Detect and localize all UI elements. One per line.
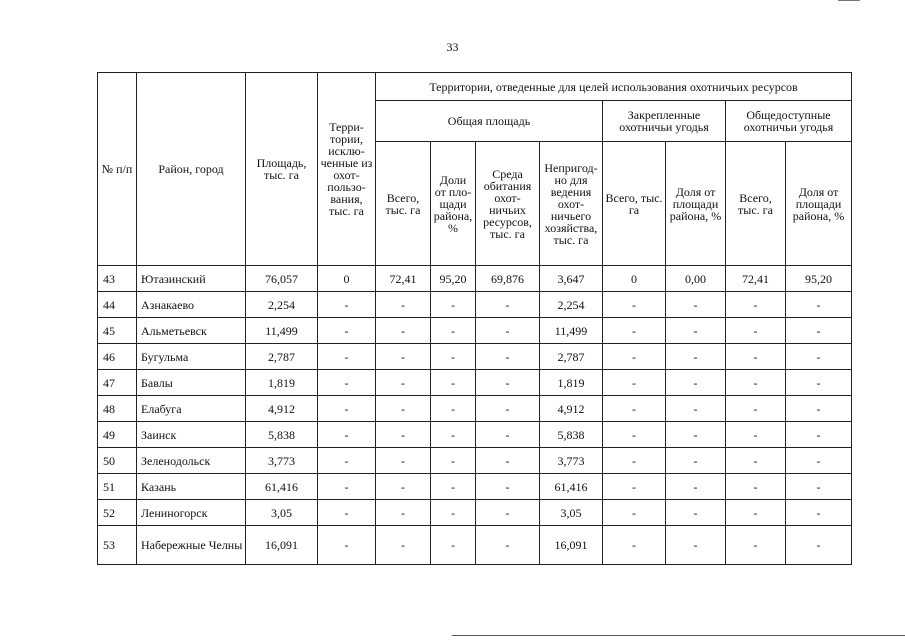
cell-excluded: - — [318, 526, 376, 565]
cell-unsuitable: 4,912 — [540, 396, 603, 422]
cell-habitat: - — [476, 370, 540, 396]
cell-fixed-share: - — [666, 318, 726, 344]
table-body — [98, 266, 852, 565]
cell-total: - — [376, 318, 431, 344]
table-row — [98, 526, 852, 565]
page-number: 33 — [446, 40, 459, 54]
cell-total: - — [376, 292, 431, 318]
cell-excluded: - — [318, 292, 376, 318]
cell-area: 3,05 — [246, 500, 318, 526]
cell-excluded: - — [318, 500, 376, 526]
cell-public-total: - — [726, 370, 786, 396]
cell-num: 45 — [98, 318, 137, 344]
cell-share: - — [431, 500, 476, 526]
cell-habitat: - — [476, 474, 540, 500]
cell-share: - — [431, 474, 476, 500]
cell-area: 5,838 — [246, 422, 318, 448]
header-fixed-total: Всего, тыс. га — [603, 142, 666, 266]
cell-habitat: - — [476, 422, 540, 448]
cell-public-total: - — [726, 526, 786, 565]
header-total: Всего, тыс. га — [376, 142, 431, 266]
cell-fixed-share: - — [666, 500, 726, 526]
cell-fixed-total: - — [603, 370, 666, 396]
cell-excluded: - — [318, 396, 376, 422]
cell-public-share: - — [786, 500, 852, 526]
header-unsuitable: Непригод-но для ведения охот-ничьего хозяйства, тыс. га — [540, 142, 603, 266]
header-district: Район, город — [137, 73, 246, 266]
cell-total: - — [376, 474, 431, 500]
cell-fixed-share: - — [666, 370, 726, 396]
header-assigned-group: Территории, отведенные для целей использования охотничьих ресурсов — [376, 73, 852, 101]
cell-num: 43 — [98, 266, 137, 292]
cell-fixed-total: - — [603, 396, 666, 422]
cell-habitat: - — [476, 292, 540, 318]
cell-public-share: - — [786, 422, 852, 448]
cell-fixed-share: - — [666, 396, 726, 422]
cell-area: 16,091 — [246, 526, 318, 565]
cell-district: Елабуга — [137, 396, 246, 422]
cell-unsuitable: 3,647 — [540, 266, 603, 292]
cell-district: Набережные Челны — [137, 526, 246, 565]
cell-num: 46 — [98, 344, 137, 370]
cell-district: Альметьевск — [137, 318, 246, 344]
cell-public-total: 72,41 — [726, 266, 786, 292]
cell-fixed-total: - — [603, 500, 666, 526]
cell-area: 11,499 — [246, 318, 318, 344]
cell-num: 49 — [98, 422, 137, 448]
cell-public-share: - — [786, 292, 852, 318]
cell-public-share: - — [786, 448, 852, 474]
cell-excluded: - — [318, 448, 376, 474]
header-total-area-group: Общая площадь — [376, 101, 603, 142]
cell-share: - — [431, 448, 476, 474]
cell-public-share: - — [786, 396, 852, 422]
cell-public-share: - — [786, 474, 852, 500]
cell-excluded: - — [318, 370, 376, 396]
cell-area: 4,912 — [246, 396, 318, 422]
header-public-total: Всего, тыс. га — [726, 142, 786, 266]
table-row — [98, 396, 852, 422]
header-share: Доли от пло-щади района, % — [431, 142, 476, 266]
cell-num: 44 — [98, 292, 137, 318]
cell-fixed-share: - — [666, 344, 726, 370]
cell-public-total: - — [726, 448, 786, 474]
cell-fixed-total: - — [603, 318, 666, 344]
corner-mark — [838, 0, 860, 1]
cell-share: - — [431, 318, 476, 344]
cell-public-share: - — [786, 318, 852, 344]
cell-area: 1,819 — [246, 370, 318, 396]
cell-share: - — [431, 526, 476, 565]
cell-total: 72,41 — [376, 266, 431, 292]
cell-num: 48 — [98, 396, 137, 422]
cell-share: - — [431, 396, 476, 422]
cell-fixed-share: - — [666, 422, 726, 448]
cell-unsuitable: 16,091 — [540, 526, 603, 565]
cell-unsuitable: 1,819 — [540, 370, 603, 396]
cell-num: 51 — [98, 474, 137, 500]
cell-fixed-total: 0 — [603, 266, 666, 292]
cell-habitat: - — [476, 500, 540, 526]
bottom-rule — [452, 635, 905, 636]
cell-share: 95,20 — [431, 266, 476, 292]
cell-habitat: - — [476, 318, 540, 344]
header-habitat: Среда обитания охот-ничьих ресурсов, тыс. га — [476, 142, 540, 266]
cell-excluded: - — [318, 318, 376, 344]
cell-fixed-total: - — [603, 448, 666, 474]
header-fixed-share: Доля от площади района, % — [666, 142, 726, 266]
cell-area: 2,254 — [246, 292, 318, 318]
cell-public-total: - — [726, 318, 786, 344]
cell-public-share: - — [786, 370, 852, 396]
cell-district: Зеленодольск — [137, 448, 246, 474]
cell-num: 50 — [98, 448, 137, 474]
table-row — [98, 422, 852, 448]
cell-public-total: - — [726, 396, 786, 422]
cell-area: 3,773 — [246, 448, 318, 474]
cell-excluded: - — [318, 344, 376, 370]
cell-public-total: - — [726, 474, 786, 500]
cell-total: - — [376, 500, 431, 526]
cell-habitat: - — [476, 448, 540, 474]
table-row — [98, 292, 852, 318]
cell-share: - — [431, 344, 476, 370]
cell-district: Азнакаево — [137, 292, 246, 318]
header-num: № п/п — [98, 73, 137, 266]
cell-district: Заинск — [137, 422, 246, 448]
cell-unsuitable: 5,838 — [540, 422, 603, 448]
header-public-group: Общедоступные охотничьи угодья — [726, 101, 852, 142]
cell-unsuitable: 2,254 — [540, 292, 603, 318]
cell-public-share: - — [786, 526, 852, 565]
cell-total: - — [376, 396, 431, 422]
header-fixed-group: Закрепленные охотничьи угодья — [603, 101, 726, 142]
cell-total: - — [376, 448, 431, 474]
cell-public-share: 95,20 — [786, 266, 852, 292]
cell-unsuitable: 11,499 — [540, 318, 603, 344]
cell-share: - — [431, 292, 476, 318]
table-header — [98, 73, 852, 266]
cell-fixed-share: - — [666, 448, 726, 474]
cell-area: 76,057 — [246, 266, 318, 292]
cell-fixed-share: - — [666, 474, 726, 500]
cell-unsuitable: 2,787 — [540, 344, 603, 370]
table-row — [98, 500, 852, 526]
cell-unsuitable: 61,416 — [540, 474, 603, 500]
table-row — [98, 448, 852, 474]
hunting-lands-table — [97, 72, 852, 565]
cell-total: - — [376, 422, 431, 448]
cell-total: - — [376, 344, 431, 370]
cell-excluded: 0 — [318, 266, 376, 292]
cell-unsuitable: 3,05 — [540, 500, 603, 526]
cell-district: Ютазинский — [137, 266, 246, 292]
cell-share: - — [431, 422, 476, 448]
cell-fixed-total: - — [603, 526, 666, 565]
cell-habitat: - — [476, 344, 540, 370]
cell-fixed-share: - — [666, 292, 726, 318]
cell-public-total: - — [726, 344, 786, 370]
table-row — [98, 344, 852, 370]
cell-num: 52 — [98, 500, 137, 526]
cell-total: - — [376, 526, 431, 565]
cell-fixed-share: - — [666, 526, 726, 565]
cell-public-total: - — [726, 500, 786, 526]
cell-total: - — [376, 370, 431, 396]
cell-habitat: 69,876 — [476, 266, 540, 292]
table-row — [98, 266, 852, 292]
cell-unsuitable: 3,773 — [540, 448, 603, 474]
cell-district: Бугульма — [137, 344, 246, 370]
cell-district: Бавлы — [137, 370, 246, 396]
cell-share: - — [431, 370, 476, 396]
cell-fixed-total: - — [603, 474, 666, 500]
cell-fixed-total: - — [603, 422, 666, 448]
cell-num: 47 — [98, 370, 137, 396]
table-row — [98, 318, 852, 344]
cell-num: 53 — [98, 526, 137, 565]
cell-habitat: - — [476, 526, 540, 565]
cell-public-total: - — [726, 422, 786, 448]
cell-district: Казань — [137, 474, 246, 500]
cell-habitat: - — [476, 396, 540, 422]
header-area: Площадь, тыс. га — [246, 73, 318, 266]
header-public-share: Доля от площади района, % — [786, 142, 852, 266]
cell-public-share: - — [786, 344, 852, 370]
cell-fixed-total: - — [603, 292, 666, 318]
table-row — [98, 474, 852, 500]
cell-public-total: - — [726, 292, 786, 318]
cell-fixed-share: 0,00 — [666, 266, 726, 292]
cell-area: 61,416 — [246, 474, 318, 500]
cell-district: Лениногорск — [137, 500, 246, 526]
cell-area: 2,787 — [246, 344, 318, 370]
cell-excluded: - — [318, 474, 376, 500]
table-row — [98, 370, 852, 396]
cell-excluded: - — [318, 422, 376, 448]
header-excluded: Терри-тории, исклю-ченные из охот-пользо-вания, тыс. га — [318, 73, 376, 266]
cell-fixed-total: - — [603, 344, 666, 370]
